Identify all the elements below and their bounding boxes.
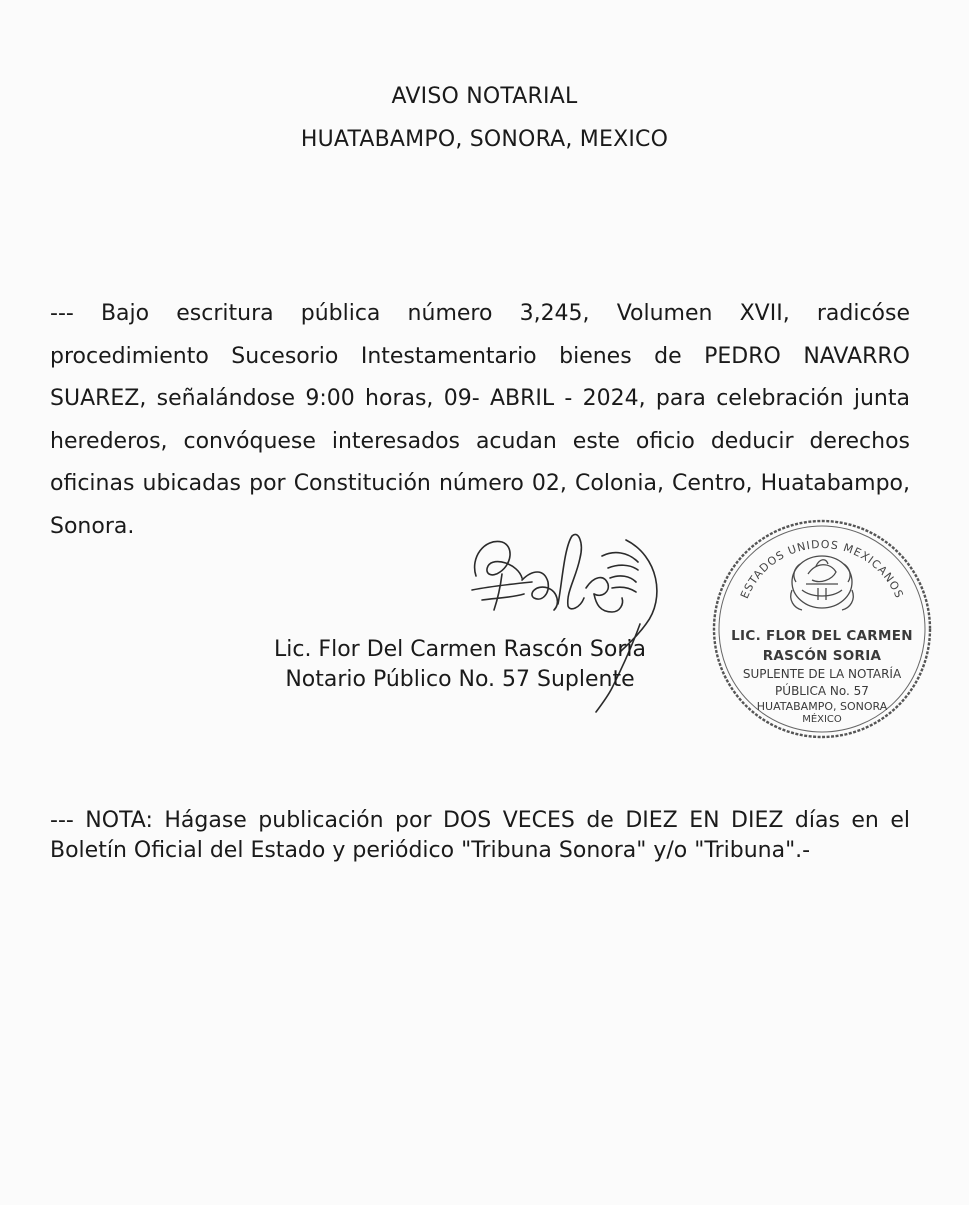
svg-text:ESTADOS UNIDOS MEXICANOS (738, 538, 906, 601)
seal-line-3: SUPLENTE DE LA NOTARÍA (742, 667, 902, 681)
seal-line-2: RASCÓN SORIA (762, 648, 882, 664)
document-title: AVISO NOTARIAL (391, 84, 578, 109)
publication-note: --- NOTA: Hágase publicación por DOS VECES de DIEZ EN DIEZ días en el Boletín Oficial del Estado y periódico "Tribuna Sonora" y/o "Tribuna".- (50, 808, 910, 863)
coat-of-arms-emblem (791, 556, 854, 610)
seal-line-4: PÚBLICA No. 57 (775, 684, 869, 698)
signer-name: Lic. Flor Del Carmen Rascón Soria (273, 637, 646, 662)
seal-line-1: LIC. FLOR DEL CARMEN (731, 628, 913, 644)
seal-line-6: MÉXICO (802, 714, 842, 725)
notice-paragraph: --- Bajo escritura pública número 3,245, Volumen XVII, radicóse procedimiento Sucesorio Intestamentario bienes de PEDRO NAVARRO SUAREZ, señalándose 9:00 horas, 09- ABRIL - 2024, para celebración junta herederos, convóquese interesados acudan este oficio deducir derechos oficinas ubicadas por Constitución número 02, Colonia, Centro, Huatabampo, Sonora. (50, 301, 910, 539)
signer-position: Notario Público No. 57 Suplente (285, 667, 635, 692)
seal-line-5: HUATABAMPO, SONORA (756, 700, 888, 713)
document-location: HUATABAMPO, SONORA, MEXICO (300, 127, 669, 152)
seal-outer-ring-text: ESTADOS UNIDOS MEXICANOS (738, 537, 906, 601)
